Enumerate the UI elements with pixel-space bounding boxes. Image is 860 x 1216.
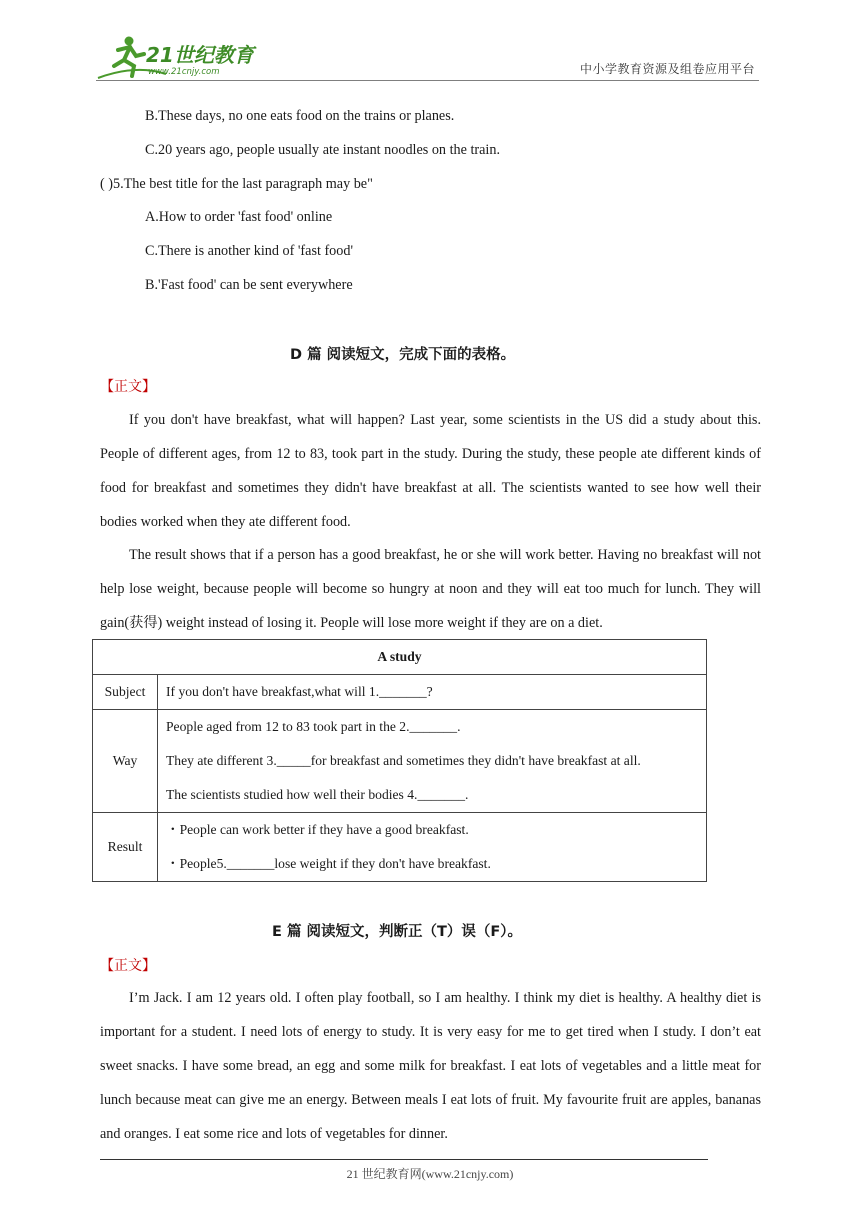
subject-cell: If you don't have breakfast,what will 1._______? (158, 675, 707, 710)
section-e-heading: E 篇 阅读短文，判断正（T）误（F）。 (272, 924, 523, 940)
option-b: B.These days, no one eats food on the trains or planes. (145, 108, 455, 124)
result-line-1: ・People can work better if they have a good breakfast. (166, 822, 469, 837)
table-title: A study (93, 640, 707, 675)
section-d-heading: D 篇 阅读短文，完成下面的表格。 (290, 347, 516, 363)
blank-3[interactable]: _____ (276, 753, 311, 768)
option-c: C.20 years ago, people usually ate instant noodles on the train. (145, 142, 500, 158)
result-label: Result (93, 813, 158, 882)
question-5-option-c: C.There is another kind of 'fast food' (145, 243, 354, 259)
logo-text: 21世纪教育 (146, 43, 254, 67)
section-e-tag: 【正文】 (100, 958, 156, 974)
way-label: Way (93, 710, 158, 813)
way-cell: People aged from 12 to 83 took part in the 2._______. They ate different 3._____for breakfast and sometimes they didn't have breakfast at all. The scientists studied how well their bodies 4._______. (158, 710, 707, 813)
section-d-tag: 【正文】 (100, 379, 156, 395)
blank-2[interactable]: _______ (409, 719, 458, 734)
study-table (92, 639, 707, 882)
header-divider (96, 80, 759, 81)
question-5-option-a: A.How to order 'fast food' online (145, 209, 333, 225)
blank-4[interactable]: _______ (417, 787, 466, 802)
logo-url: www.21cnjy.com (148, 67, 220, 77)
subject-label: Subject (93, 675, 158, 710)
footer-text: 21 世纪教育网(www.21cnjy.com) (346, 1167, 514, 1181)
question-5-option-b: B.'Fast food' can be sent everywhere (145, 277, 353, 293)
question-5-stem: ( )5.The best title for the last paragraph may be" (100, 176, 373, 192)
section-e-paragraph-1: I’m Jack. I am 12 years old. I often play football, so I am healthy. I think my diet is healthy. A healthy diet is important for a student. I need lots of energy to study. It is very easy for me to get tired when I study. I don’t eat sweet snacks. I have some bread, an egg and some milk for breakfast. I eat lots of vegetables and a little meat for lunch because meat can give me an energy. Between meals I eat lots of fruit. My favourite fruit are apples, bananas and oranges. I eat some rice and lots of vegetables for dinner. (100, 990, 761, 1142)
section-d-paragraph-1: If you don't have breakfast, what will happen? Last year, some scientists in the US did a study about this. People of different ages, from 12 to 83, took part in the study. During the study, these people ate different kinds of food for breakfast and sometimes they didn't have breakfast at all. The scientists wanted to see how well their bodies worked when they ate different food. (100, 412, 761, 530)
blank-5[interactable]: _______ (226, 856, 275, 871)
site-logo (96, 34, 261, 80)
platform-name: 中小学教育资源及组卷应用平台 (579, 62, 755, 76)
section-d-paragraph-2: The result shows that if a person has a good breakfast, he or she will work better. Having no breakfast will not help lose weight, because people will become so hungry at noon and they will eat too much for lunch. They will gain(获得) weight instead of losing it. People will lose more weight if they are on a diet. (100, 547, 761, 631)
result-cell: ・People can work better if they have a good breakfast. ・People5._______lose weight if they don't have breakfast. (158, 813, 707, 882)
blank-1[interactable]: _______ (379, 684, 427, 699)
footer-divider (100, 1159, 708, 1160)
